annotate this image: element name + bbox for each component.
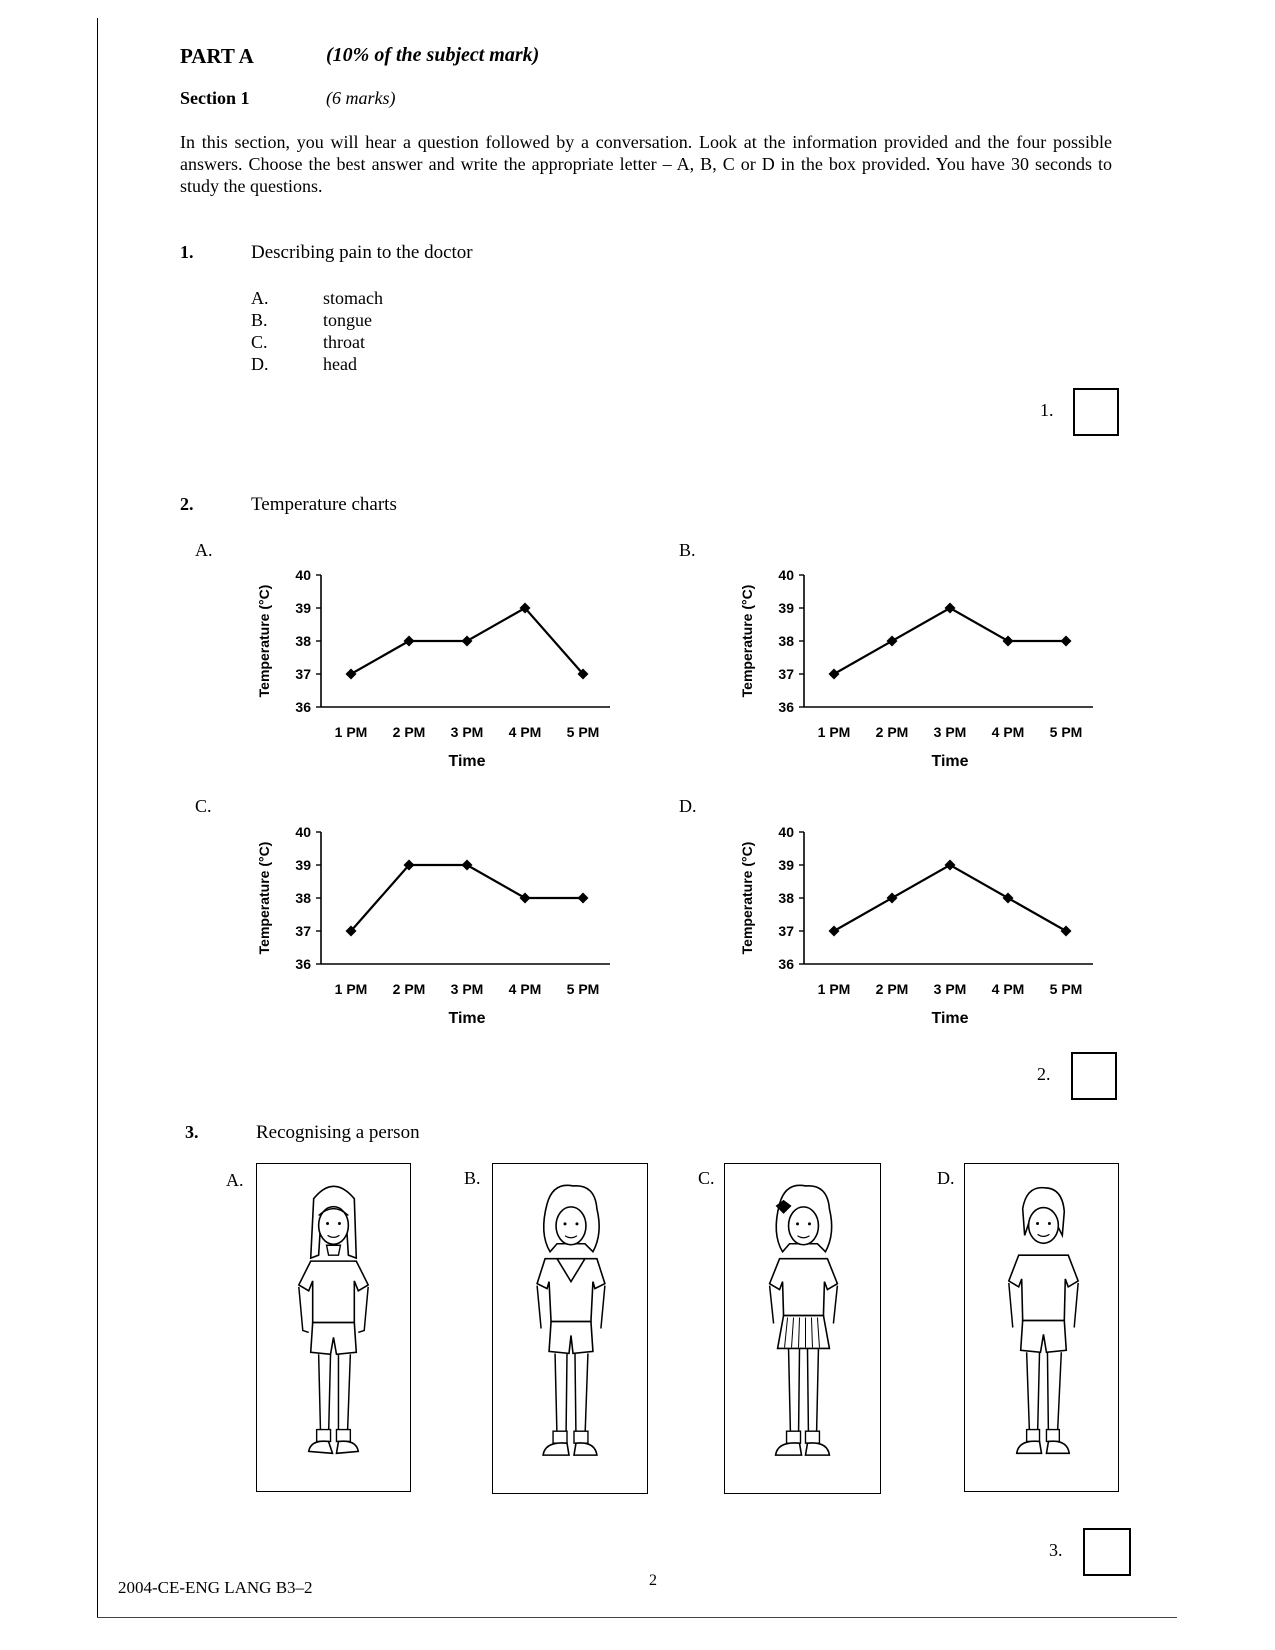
x-tick-label: 1 PM <box>817 981 851 997</box>
data-point-marker <box>1061 636 1072 647</box>
data-point-marker <box>1003 893 1014 904</box>
q3-option-b-letter: B. <box>464 1168 481 1188</box>
data-point-marker <box>945 860 956 871</box>
q3-answer-box[interactable] <box>1083 1528 1131 1576</box>
x-tick-label: 2 PM <box>392 981 426 997</box>
x-tick-label: 2 PM <box>392 724 426 740</box>
q1-option-d-text: head <box>323 354 357 374</box>
q1-option-b-text: tongue <box>323 310 372 330</box>
x-tick-label: 5 PM <box>566 981 600 997</box>
instructions: In this section, you will hear a question followed by a conversation. Look at the information provided and the four possible answers. Choose the best answer and write the appropriate letter – A, B, C or D in the box provided. You have 30 seconds to study the questions. <box>180 132 1112 196</box>
girl-curly-hair-figure-icon <box>493 1164 647 1493</box>
x-tick-label: 1 PM <box>334 724 368 740</box>
y-axis-title: Temperature (°C) <box>739 841 755 955</box>
chart-b-label: B. <box>679 540 696 560</box>
data-point-marker <box>346 669 357 680</box>
chart-c-label: C. <box>195 796 212 816</box>
y-tick-label: 40 <box>295 567 311 583</box>
data-point-marker <box>1003 636 1014 647</box>
data-point-marker <box>1061 926 1072 937</box>
y-tick-label: 38 <box>778 633 794 649</box>
data-point-marker <box>462 636 473 647</box>
x-tick-label: 4 PM <box>508 981 542 997</box>
y-axis-title: Temperature (°C) <box>739 584 755 698</box>
x-axis-title: Time <box>931 1010 969 1027</box>
x-tick-label: 4 PM <box>991 981 1025 997</box>
y-tick-label: 40 <box>295 824 311 840</box>
data-point-marker <box>404 636 415 647</box>
q1-number: 1. <box>180 242 194 262</box>
y-tick-label: 40 <box>778 824 794 840</box>
left-margin-rule <box>97 18 98 1618</box>
x-tick-label: 5 PM <box>1049 981 1083 997</box>
q1-option-c-text: throat <box>323 332 365 352</box>
data-point-marker <box>887 636 898 647</box>
x-tick-label: 4 PM <box>991 724 1025 740</box>
y-tick-label: 39 <box>295 600 311 616</box>
temperature-line <box>834 865 1066 931</box>
temperature-line <box>834 608 1066 674</box>
temperature-chart-c <box>255 812 635 1042</box>
q3-figure-d-frame <box>964 1163 1119 1492</box>
q2-answer-box[interactable] <box>1071 1052 1117 1100</box>
part-note: (10% of the subject mark) <box>326 44 540 66</box>
bottom-margin-rule <box>97 1617 1177 1618</box>
y-tick-label: 39 <box>778 857 794 873</box>
q1-answer-box[interactable] <box>1073 388 1119 436</box>
y-tick-label: 36 <box>778 699 794 715</box>
data-point-marker <box>887 893 898 904</box>
y-axis-title: Temperature (°C) <box>256 584 272 698</box>
q1-option-c-letter: C. <box>251 332 268 352</box>
x-tick-label: 4 PM <box>508 724 542 740</box>
q1-box-label: 1. <box>1040 400 1054 420</box>
section-title: Section 1 <box>180 88 250 108</box>
y-tick-label: 36 <box>778 956 794 972</box>
temperature-chart-b <box>738 555 1118 785</box>
x-tick-label: 3 PM <box>933 981 967 997</box>
x-tick-label: 2 PM <box>875 724 909 740</box>
x-tick-label: 5 PM <box>566 724 600 740</box>
y-tick-label: 40 <box>778 567 794 583</box>
q1-option-a-text: stomach <box>323 288 383 308</box>
y-tick-label: 38 <box>295 633 311 649</box>
data-point-marker <box>520 893 531 904</box>
data-point-marker <box>462 860 473 871</box>
girl-straight-hair-figure-icon <box>257 1164 410 1491</box>
y-tick-label: 39 <box>778 600 794 616</box>
y-tick-label: 37 <box>778 923 794 939</box>
y-tick-label: 38 <box>778 890 794 906</box>
y-tick-label: 37 <box>295 923 311 939</box>
q3-title: Recognising a person <box>256 1122 420 1143</box>
y-tick-label: 36 <box>295 699 311 715</box>
footer-code: 2004-CE-ENG LANG B3–2 <box>118 1578 313 1597</box>
x-tick-label: 1 PM <box>334 981 368 997</box>
girl-curly-hair-bow-figure-icon <box>725 1164 880 1493</box>
y-tick-label: 36 <box>295 956 311 972</box>
q1-option-d-letter: D. <box>251 354 269 374</box>
y-tick-label: 38 <box>295 890 311 906</box>
x-tick-label: 2 PM <box>875 981 909 997</box>
q3-box-label: 3. <box>1049 1540 1063 1560</box>
x-axis-title: Time <box>448 753 486 770</box>
q2-title: Temperature charts <box>251 494 397 515</box>
q3-option-c-letter: C. <box>698 1168 715 1188</box>
temperature-chart-a <box>255 555 635 785</box>
temperature-line <box>351 865 583 931</box>
x-tick-label: 3 PM <box>450 724 484 740</box>
q3-figure-c-frame <box>724 1163 881 1494</box>
girl-short-hair-figure-icon <box>965 1164 1118 1491</box>
q3-figure-b-frame <box>492 1163 648 1494</box>
data-point-marker <box>829 926 840 937</box>
section-note: (6 marks) <box>326 88 396 108</box>
x-tick-label: 1 PM <box>817 724 851 740</box>
y-tick-label: 37 <box>295 666 311 682</box>
x-axis-title: Time <box>448 1010 486 1027</box>
data-point-marker <box>578 893 589 904</box>
q2-number: 2. <box>180 494 194 514</box>
q3-figure-a-frame <box>256 1163 411 1492</box>
data-point-marker <box>829 669 840 680</box>
q2-box-label: 2. <box>1037 1064 1051 1084</box>
chart-d-label: D. <box>679 796 697 816</box>
y-tick-label: 37 <box>778 666 794 682</box>
q1-option-a-letter: A. <box>251 288 269 308</box>
x-axis-title: Time <box>931 753 969 770</box>
x-tick-label: 5 PM <box>1049 724 1083 740</box>
q3-option-a-letter: A. <box>226 1170 244 1190</box>
chart-a-label: A. <box>195 540 213 560</box>
q3-number: 3. <box>185 1122 199 1142</box>
temperature-chart-d <box>738 812 1118 1042</box>
x-tick-label: 3 PM <box>933 724 967 740</box>
part-title: PART A <box>180 44 254 68</box>
x-tick-label: 3 PM <box>450 981 484 997</box>
q3-option-d-letter: D. <box>937 1168 955 1188</box>
y-tick-label: 39 <box>295 857 311 873</box>
y-axis-title: Temperature (°C) <box>256 841 272 955</box>
q1-title: Describing pain to the doctor <box>251 242 473 263</box>
page-number: 2 <box>649 1572 657 1589</box>
q1-option-b-letter: B. <box>251 310 268 330</box>
data-point-marker <box>945 603 956 614</box>
